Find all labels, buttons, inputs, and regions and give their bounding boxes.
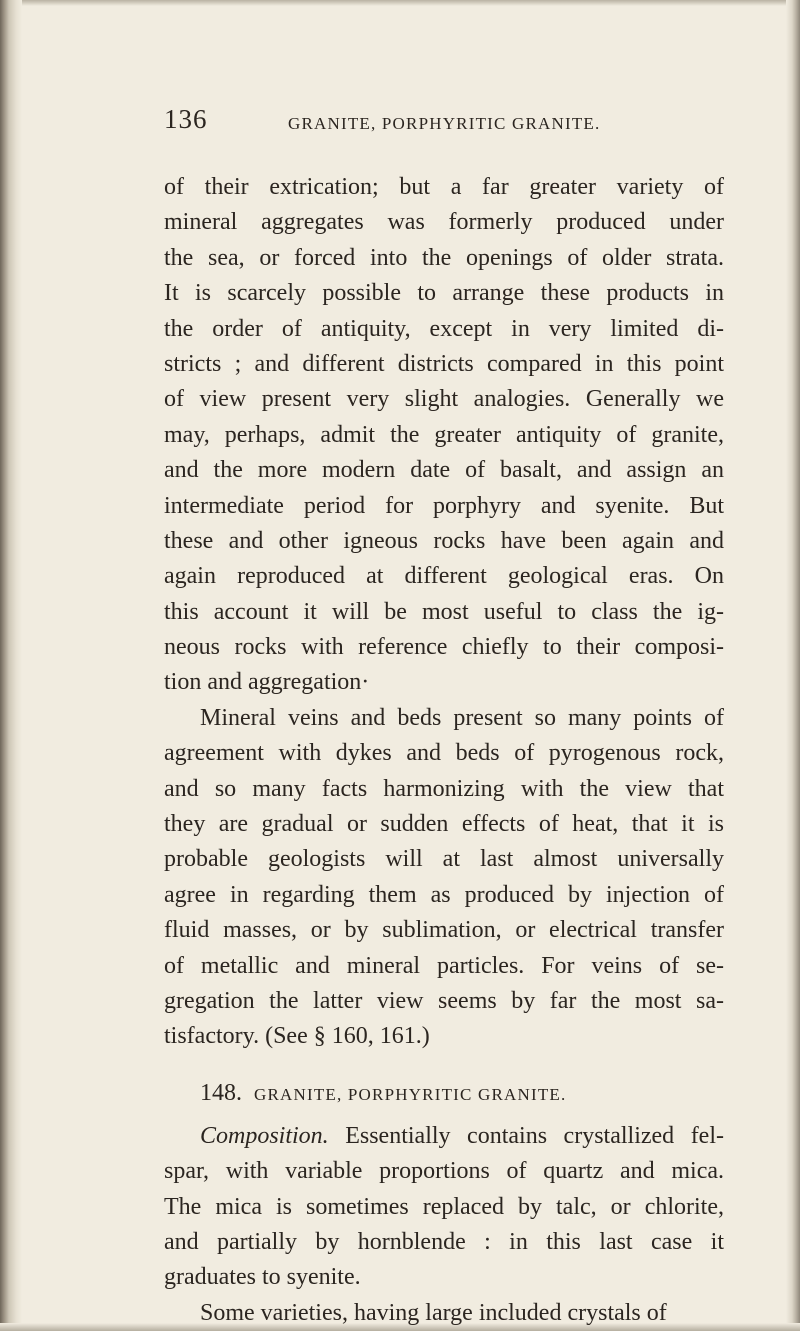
text-line: may, perhaps, admit the greater antiquity of granite,: [164, 421, 724, 448]
paragraph-2: [164, 701, 724, 1055]
text-line: mineral aggregates was formerly produced under: [164, 209, 724, 236]
text-line: fluid masses, or by sublimation, or electrical transfer: [164, 917, 724, 944]
text-line: of metallic and mineral particles. For veins of se-: [164, 952, 724, 979]
text-line: of view present very slight analogies. Generally we: [164, 386, 724, 413]
page-number: 136: [164, 104, 208, 134]
page-edge-top: [0, 0, 800, 6]
text-line: and so many facts harmonizing with the view that: [164, 775, 724, 802]
text-line: these and other igneous rocks have been again and: [164, 527, 724, 554]
text-run: Essentially contains crystallized fel-: [328, 1122, 724, 1149]
text-line: probable geologists will at last almost universally: [164, 846, 724, 873]
text-line: they are gradual or sudden effects of heat, that it is: [164, 811, 724, 838]
text-line: the sea, or forced into the openings of older strata.: [164, 244, 724, 271]
text-line: tisfactory. (See § 160, 161.): [164, 1023, 430, 1050]
text-line: tion and aggregation·: [164, 669, 370, 696]
page-header: [164, 104, 724, 144]
page-edge-left: [0, 0, 22, 1331]
text-line: of their extrication; but a far greater variety of: [164, 174, 724, 200]
text-line: agree in regarding them as produced by injection of: [164, 881, 724, 908]
page-edge-right: [786, 0, 800, 1331]
section-title: GRANITE, PORPHYRITIC GRANITE.: [254, 1084, 567, 1104]
composition-lead: Composition.: [200, 1122, 329, 1149]
text-line: Some varieties, having large included crystals of: [200, 1299, 667, 1326]
text-line: neous rocks with reference chiefly to their composi-: [164, 634, 724, 661]
text-line: this account it will be most useful to class the ig-: [164, 598, 724, 625]
text-line: graduates to syenite.: [164, 1264, 361, 1291]
text-line: stricts ; and different districts compared in this point: [164, 350, 724, 377]
text-line: [164, 1119, 724, 1154]
body-text: [164, 170, 724, 1331]
text-line: again reproduced at different geological eras. On: [164, 563, 724, 590]
text-line: the order of antiquity, except in very limited di-: [164, 315, 724, 342]
paragraph-1: [164, 170, 724, 701]
text-line: gregation the latter view seems by far the most sa-: [164, 987, 724, 1014]
text-line: and partially by hornblende : in this last case it: [164, 1228, 724, 1255]
text-line: spar, with variable proportions of quartz and mica.: [164, 1158, 724, 1185]
text-line: intermediate period for porphyry and syenite. But: [164, 492, 724, 519]
paragraph-4: [164, 1296, 724, 1331]
section-heading: [164, 1069, 724, 1117]
text-line: agreement with dykes and beds of pyrogenous rock,: [164, 740, 724, 767]
paragraph-3: [164, 1119, 724, 1296]
text-line: The mica is sometimes replaced by talc, or chlorite,: [164, 1193, 724, 1220]
text-line: Mineral veins and beds present so many points of: [200, 704, 724, 731]
section-number: 148.: [200, 1079, 242, 1106]
running-head: GRANITE, PORPHYRITIC GRANITE.: [288, 114, 601, 133]
text-line: and the more modern date of basalt, and assign an: [164, 457, 724, 484]
text-line: It is scarcely possible to arrange these products in: [164, 280, 724, 307]
